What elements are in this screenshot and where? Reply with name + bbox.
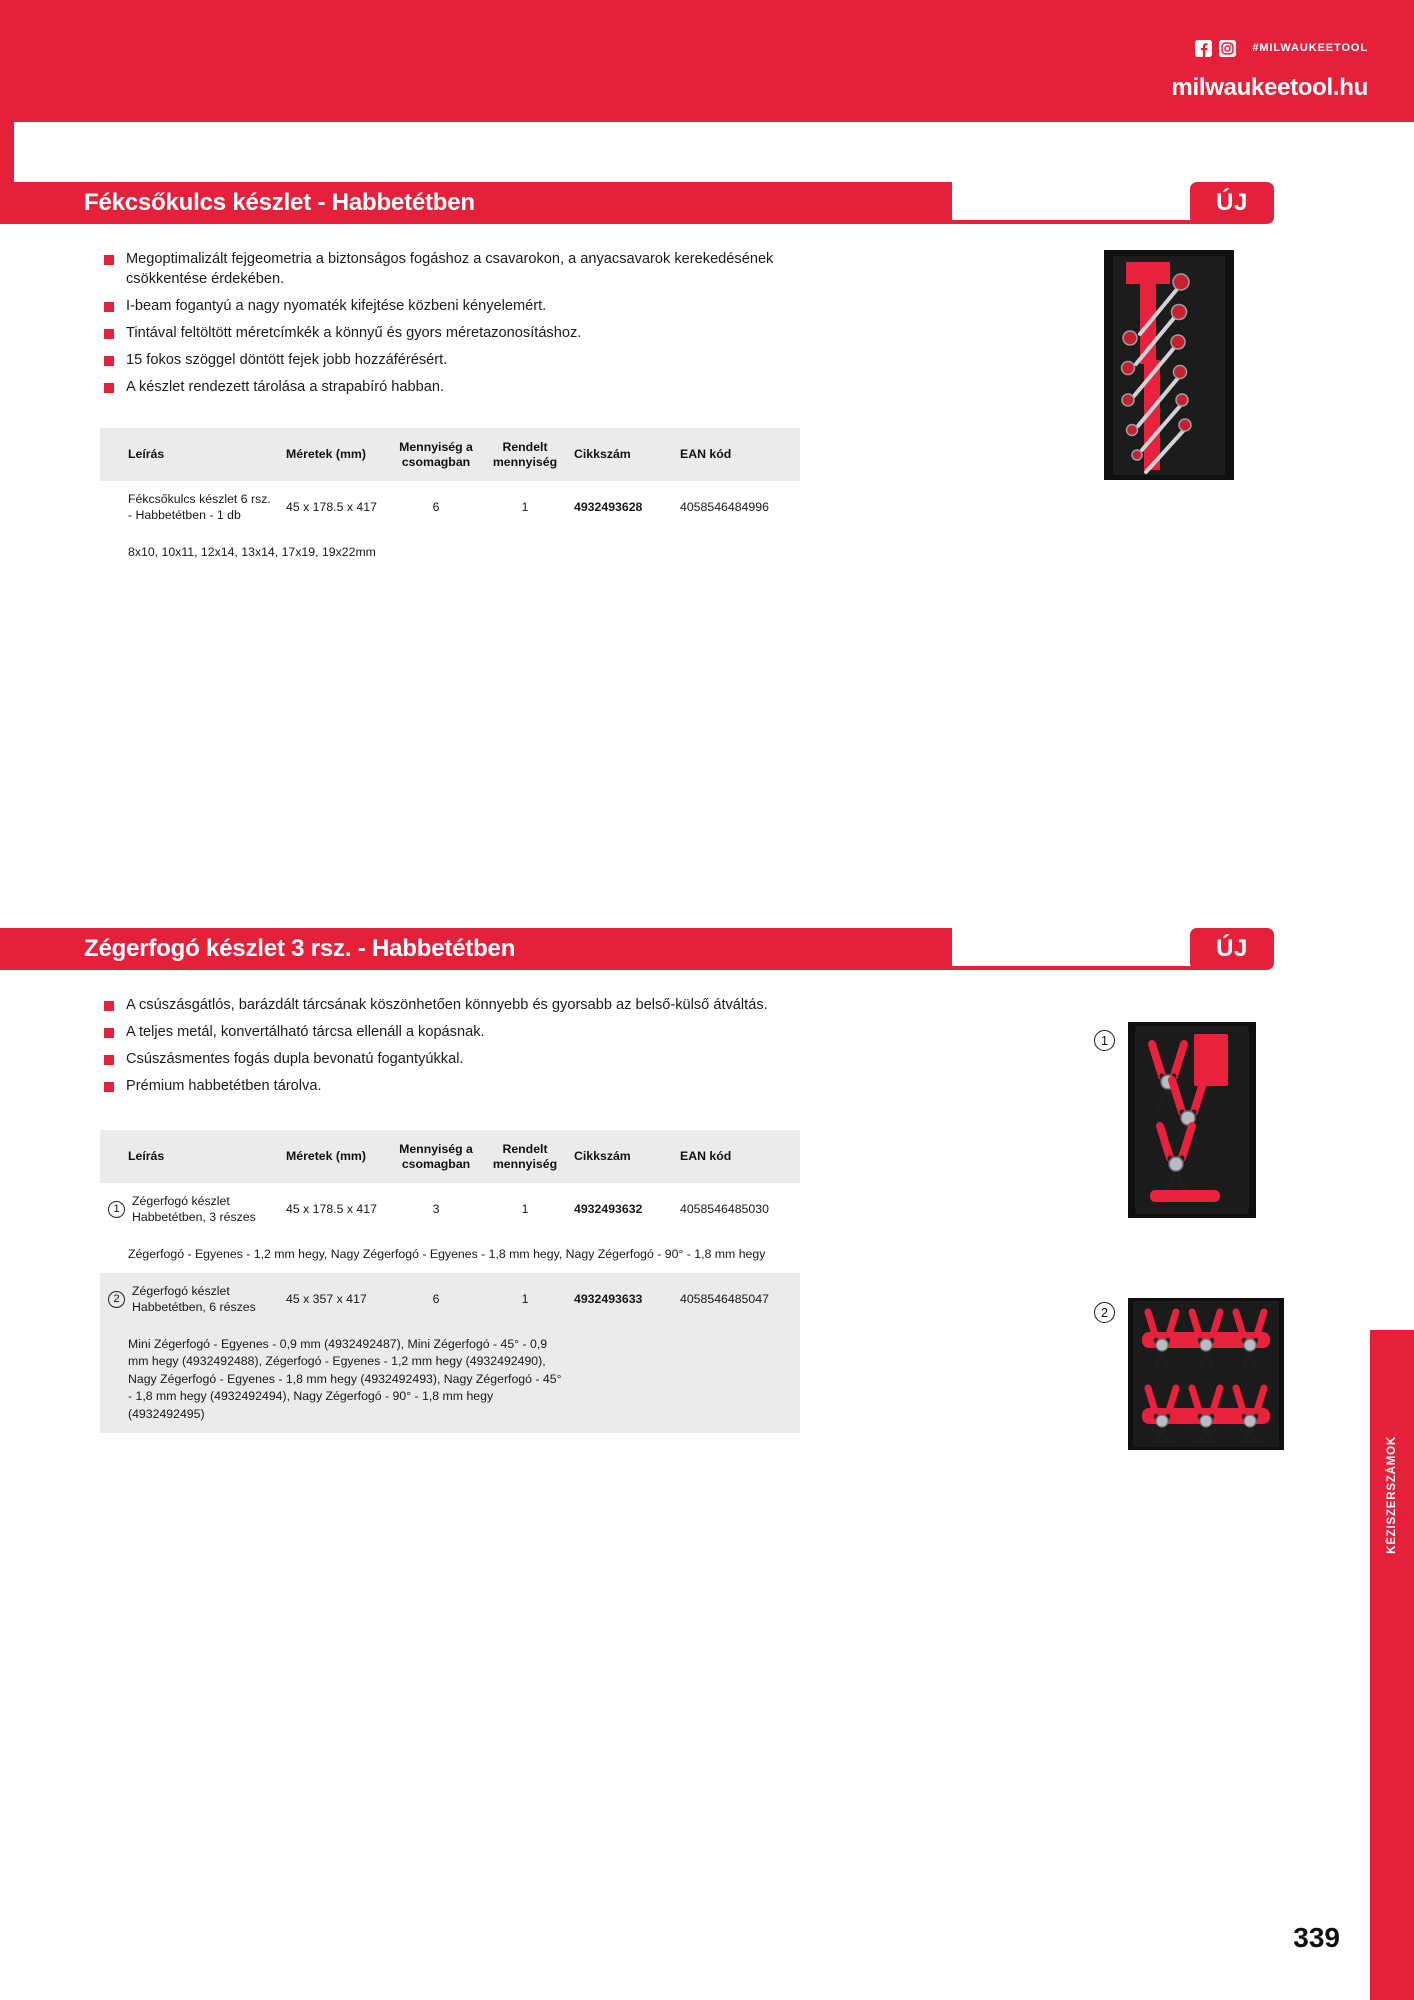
bullet-marker bbox=[104, 329, 114, 339]
cell-article-no: 4932493633 bbox=[574, 1292, 643, 1307]
cell-dimensions: 45 x 357 x 417 bbox=[286, 1292, 367, 1307]
cell-article-no: 4932493632 bbox=[574, 1202, 643, 1217]
col-description: Leírás bbox=[100, 428, 280, 481]
desc-line1: Zégerfogó készlet bbox=[132, 1194, 230, 1208]
bullet-marker bbox=[104, 1001, 114, 1011]
col-ean: EAN kód bbox=[674, 1130, 800, 1183]
desc-line2: Habbetétben, 6 részes bbox=[132, 1300, 256, 1315]
desc-text-block bbox=[132, 1193, 256, 1226]
table-header-row bbox=[100, 428, 800, 481]
cell-order-qty: 1 bbox=[521, 1202, 529, 1217]
feature-text: Csúszásmentes fogás dupla bevonatú fogantyúkkal. bbox=[126, 1050, 464, 1067]
section1-table-wrap bbox=[100, 428, 800, 571]
table-note-row bbox=[100, 534, 800, 571]
website-url[interactable]: milwaukeetool.hu bbox=[1171, 74, 1368, 101]
hashtag-label: #MILWAUKEETOOL bbox=[1252, 42, 1368, 54]
feature-text: A készlet rendezett tárolása a strapabíró habban. bbox=[126, 378, 445, 395]
cell-ean: 4058546485030 bbox=[680, 1202, 769, 1217]
row-note: 8x10, 10x11, 12x14, 13x14, 17x19, 19x22mm bbox=[128, 544, 376, 559]
cell-dimensions: 45 x 178.5 x 417 bbox=[286, 1202, 377, 1217]
photo1-index-badge: 1 bbox=[1094, 1030, 1115, 1051]
col-pack-qty-line2: csomagban bbox=[401, 454, 471, 469]
cell-dimensions: 45 x 178.5 x 417 bbox=[286, 500, 377, 515]
col-order-qty-line2: mennyiség bbox=[492, 1156, 558, 1171]
desc-line1: Zégerfogó készlet bbox=[132, 1284, 230, 1299]
feature-item bbox=[104, 1050, 1004, 1070]
feature-item bbox=[104, 297, 804, 317]
feature-item bbox=[104, 250, 804, 290]
page-number: 339 bbox=[1293, 1922, 1340, 1953]
col-pack-qty-line1: Mennyiség a bbox=[399, 1142, 473, 1156]
col-order-qty-line1: Rendelt bbox=[502, 1142, 548, 1156]
cell-ean: 4058546485047 bbox=[680, 1292, 769, 1307]
row-note: Zégerfogó - Egyenes - 1,2 mm hegy, Nagy Zégerfogó - Egyenes - 1,8 mm hegy, Nagy Zégerfogó - 90° - 1,8 mm hegy bbox=[128, 1246, 766, 1261]
feature-text: Prémium habbetétben tárolva. bbox=[126, 1077, 322, 1094]
table-row[interactable] bbox=[100, 481, 800, 534]
section1-product-photo bbox=[1104, 250, 1234, 480]
cell-pack-qty: 6 bbox=[432, 1292, 440, 1307]
instagram-icon[interactable] bbox=[1219, 40, 1236, 57]
bullet-marker bbox=[104, 302, 114, 312]
feature-text: Megoptimalizált fejgeometria a biztonságos fogáshoz a csavarokon, a anyacsavarok kerekedésének csökkentése érdekében. bbox=[126, 251, 774, 287]
section1-feature-list bbox=[104, 250, 804, 405]
row-note-text: Mini Zégerfogó - Egyenes - 0,9 mm (4932492487), Mini Zégerfogó - 45° - 0,9 mm hegy (4932492488), Zégerfogó - Egyenes - 1,2 mm hegy (4932492490), Nagy Zégerfogó - Egyenes - 1,8 mm hegy (4932492493), Nagy Zégerfogó - 45° - 1,8 mm hegy (4932492494), Nagy Zégerfogó - 90° - 1,8 mm hegy (4932492495) bbox=[128, 1336, 562, 1421]
col-article-no: Cikkszám bbox=[568, 1130, 674, 1183]
section2-underline bbox=[0, 966, 1232, 970]
section2-table-wrap bbox=[100, 1130, 800, 1433]
section2-title: Zégerfogó készlet 3 rsz. - Habbetétben bbox=[84, 935, 516, 962]
row-index-badge: 2 bbox=[108, 1291, 125, 1308]
facebook-icon[interactable] bbox=[1195, 40, 1212, 57]
spec-table bbox=[100, 428, 800, 571]
side-tab bbox=[1370, 1330, 1414, 1660]
desc-line2: Habbetétben, 3 részes bbox=[132, 1210, 256, 1225]
zegerfogo-6-tray-illustration bbox=[1128, 1298, 1284, 1450]
cell-description bbox=[100, 481, 280, 534]
section-fekcsokulcs bbox=[0, 182, 1414, 224]
col-dimensions: Méretek (mm) bbox=[280, 1130, 390, 1183]
col-pack-qty bbox=[390, 428, 482, 481]
left-red-edge bbox=[0, 122, 14, 182]
feature-text: 15 fokos szöggel döntött fejek jobb hozzáférésért. bbox=[126, 351, 448, 368]
zegerfogo-3-tray-illustration bbox=[1128, 1022, 1256, 1218]
feature-item bbox=[104, 378, 804, 398]
cell-article-no: 4932493628 bbox=[574, 500, 643, 515]
cell-description bbox=[100, 1183, 280, 1236]
col-description: Leírás bbox=[100, 1130, 280, 1183]
section2-feature-list bbox=[104, 996, 1004, 1104]
cell-pack-qty: 3 bbox=[432, 1202, 440, 1217]
section-zegerfogo bbox=[0, 928, 1414, 970]
section1-underline bbox=[0, 220, 1232, 224]
section1-header-bar bbox=[0, 182, 952, 224]
table-row[interactable] bbox=[100, 1183, 800, 1236]
bullet-marker bbox=[104, 383, 114, 393]
bullet-marker bbox=[104, 1082, 114, 1092]
col-order-qty-line2: mennyiség bbox=[492, 454, 558, 469]
section2-header-bar bbox=[0, 928, 952, 970]
feature-item bbox=[104, 1023, 1004, 1043]
bullet-marker bbox=[104, 356, 114, 366]
photo2-index-badge: 2 bbox=[1094, 1302, 1115, 1323]
section1-title: Fékcsőkulcs készlet - Habbetétben bbox=[84, 189, 475, 216]
col-pack-qty bbox=[390, 1130, 482, 1183]
desc-line1: Fékcsőkulcs készlet 6 rsz. bbox=[128, 492, 271, 506]
col-order-qty-line1: Rendelt bbox=[502, 440, 548, 454]
section2-product-photo-1 bbox=[1128, 1022, 1256, 1218]
cell-order-qty: 1 bbox=[521, 500, 529, 515]
desc-line2: - Habbetétben - 1 db bbox=[128, 508, 241, 523]
col-dimensions: Méretek (mm) bbox=[280, 428, 390, 481]
col-pack-qty-line2: csomagban bbox=[401, 1156, 471, 1171]
bullet-marker bbox=[104, 1028, 114, 1038]
feature-text: Tintával feltöltött méretcímkék a könnyű és gyors méretazonosításhoz. bbox=[126, 324, 582, 341]
cell-order-qty: 1 bbox=[521, 1292, 529, 1307]
table-note-row bbox=[100, 1326, 800, 1433]
col-pack-qty-line1: Mennyiség a bbox=[399, 440, 473, 454]
side-tab-label: KÉZISZERSZÁMOK bbox=[1386, 1436, 1398, 1554]
feature-text: I-beam fogantyú a nagy nyomaték kifejtése közbeni kényelemért. bbox=[126, 297, 547, 314]
table-header-row bbox=[100, 1130, 800, 1183]
top-banner bbox=[0, 0, 1414, 122]
fekcsokulcs-tray-illustration bbox=[1104, 250, 1234, 480]
bullet-marker bbox=[104, 255, 114, 265]
row-index-badge: 1 bbox=[108, 1201, 125, 1218]
section2-product-photo-2 bbox=[1128, 1298, 1284, 1450]
table-note-row bbox=[100, 1236, 800, 1273]
feature-item bbox=[104, 351, 804, 371]
bullet-marker bbox=[104, 1055, 114, 1065]
spec-table bbox=[100, 1130, 800, 1433]
cell-ean: 4058546484996 bbox=[680, 500, 769, 515]
feature-item bbox=[104, 1077, 1004, 1097]
feature-text: A csúszásgátlós, barázdált tárcsának köszönhetően könnyebb és gyorsabb az belső-külső átváltás. bbox=[126, 997, 768, 1013]
section1-new-badge: ÚJ bbox=[1190, 182, 1274, 224]
feature-item bbox=[104, 996, 1004, 1016]
desc-text-block bbox=[132, 1283, 256, 1316]
col-order-qty bbox=[482, 428, 568, 481]
feature-text: A teljes metál, konvertálható tárcsa ellenáll a kopásnak. bbox=[126, 1023, 485, 1040]
social-links bbox=[1195, 40, 1368, 57]
col-article-no: Cikkszám bbox=[568, 428, 674, 481]
feature-item bbox=[104, 324, 804, 344]
table-row[interactable] bbox=[100, 1273, 800, 1326]
row-note bbox=[100, 1326, 800, 1433]
col-order-qty bbox=[482, 1130, 568, 1183]
section2-new-badge: ÚJ bbox=[1190, 928, 1274, 970]
col-ean: EAN kód bbox=[674, 428, 800, 481]
cell-pack-qty: 6 bbox=[432, 500, 440, 515]
cell-description bbox=[100, 1273, 280, 1326]
